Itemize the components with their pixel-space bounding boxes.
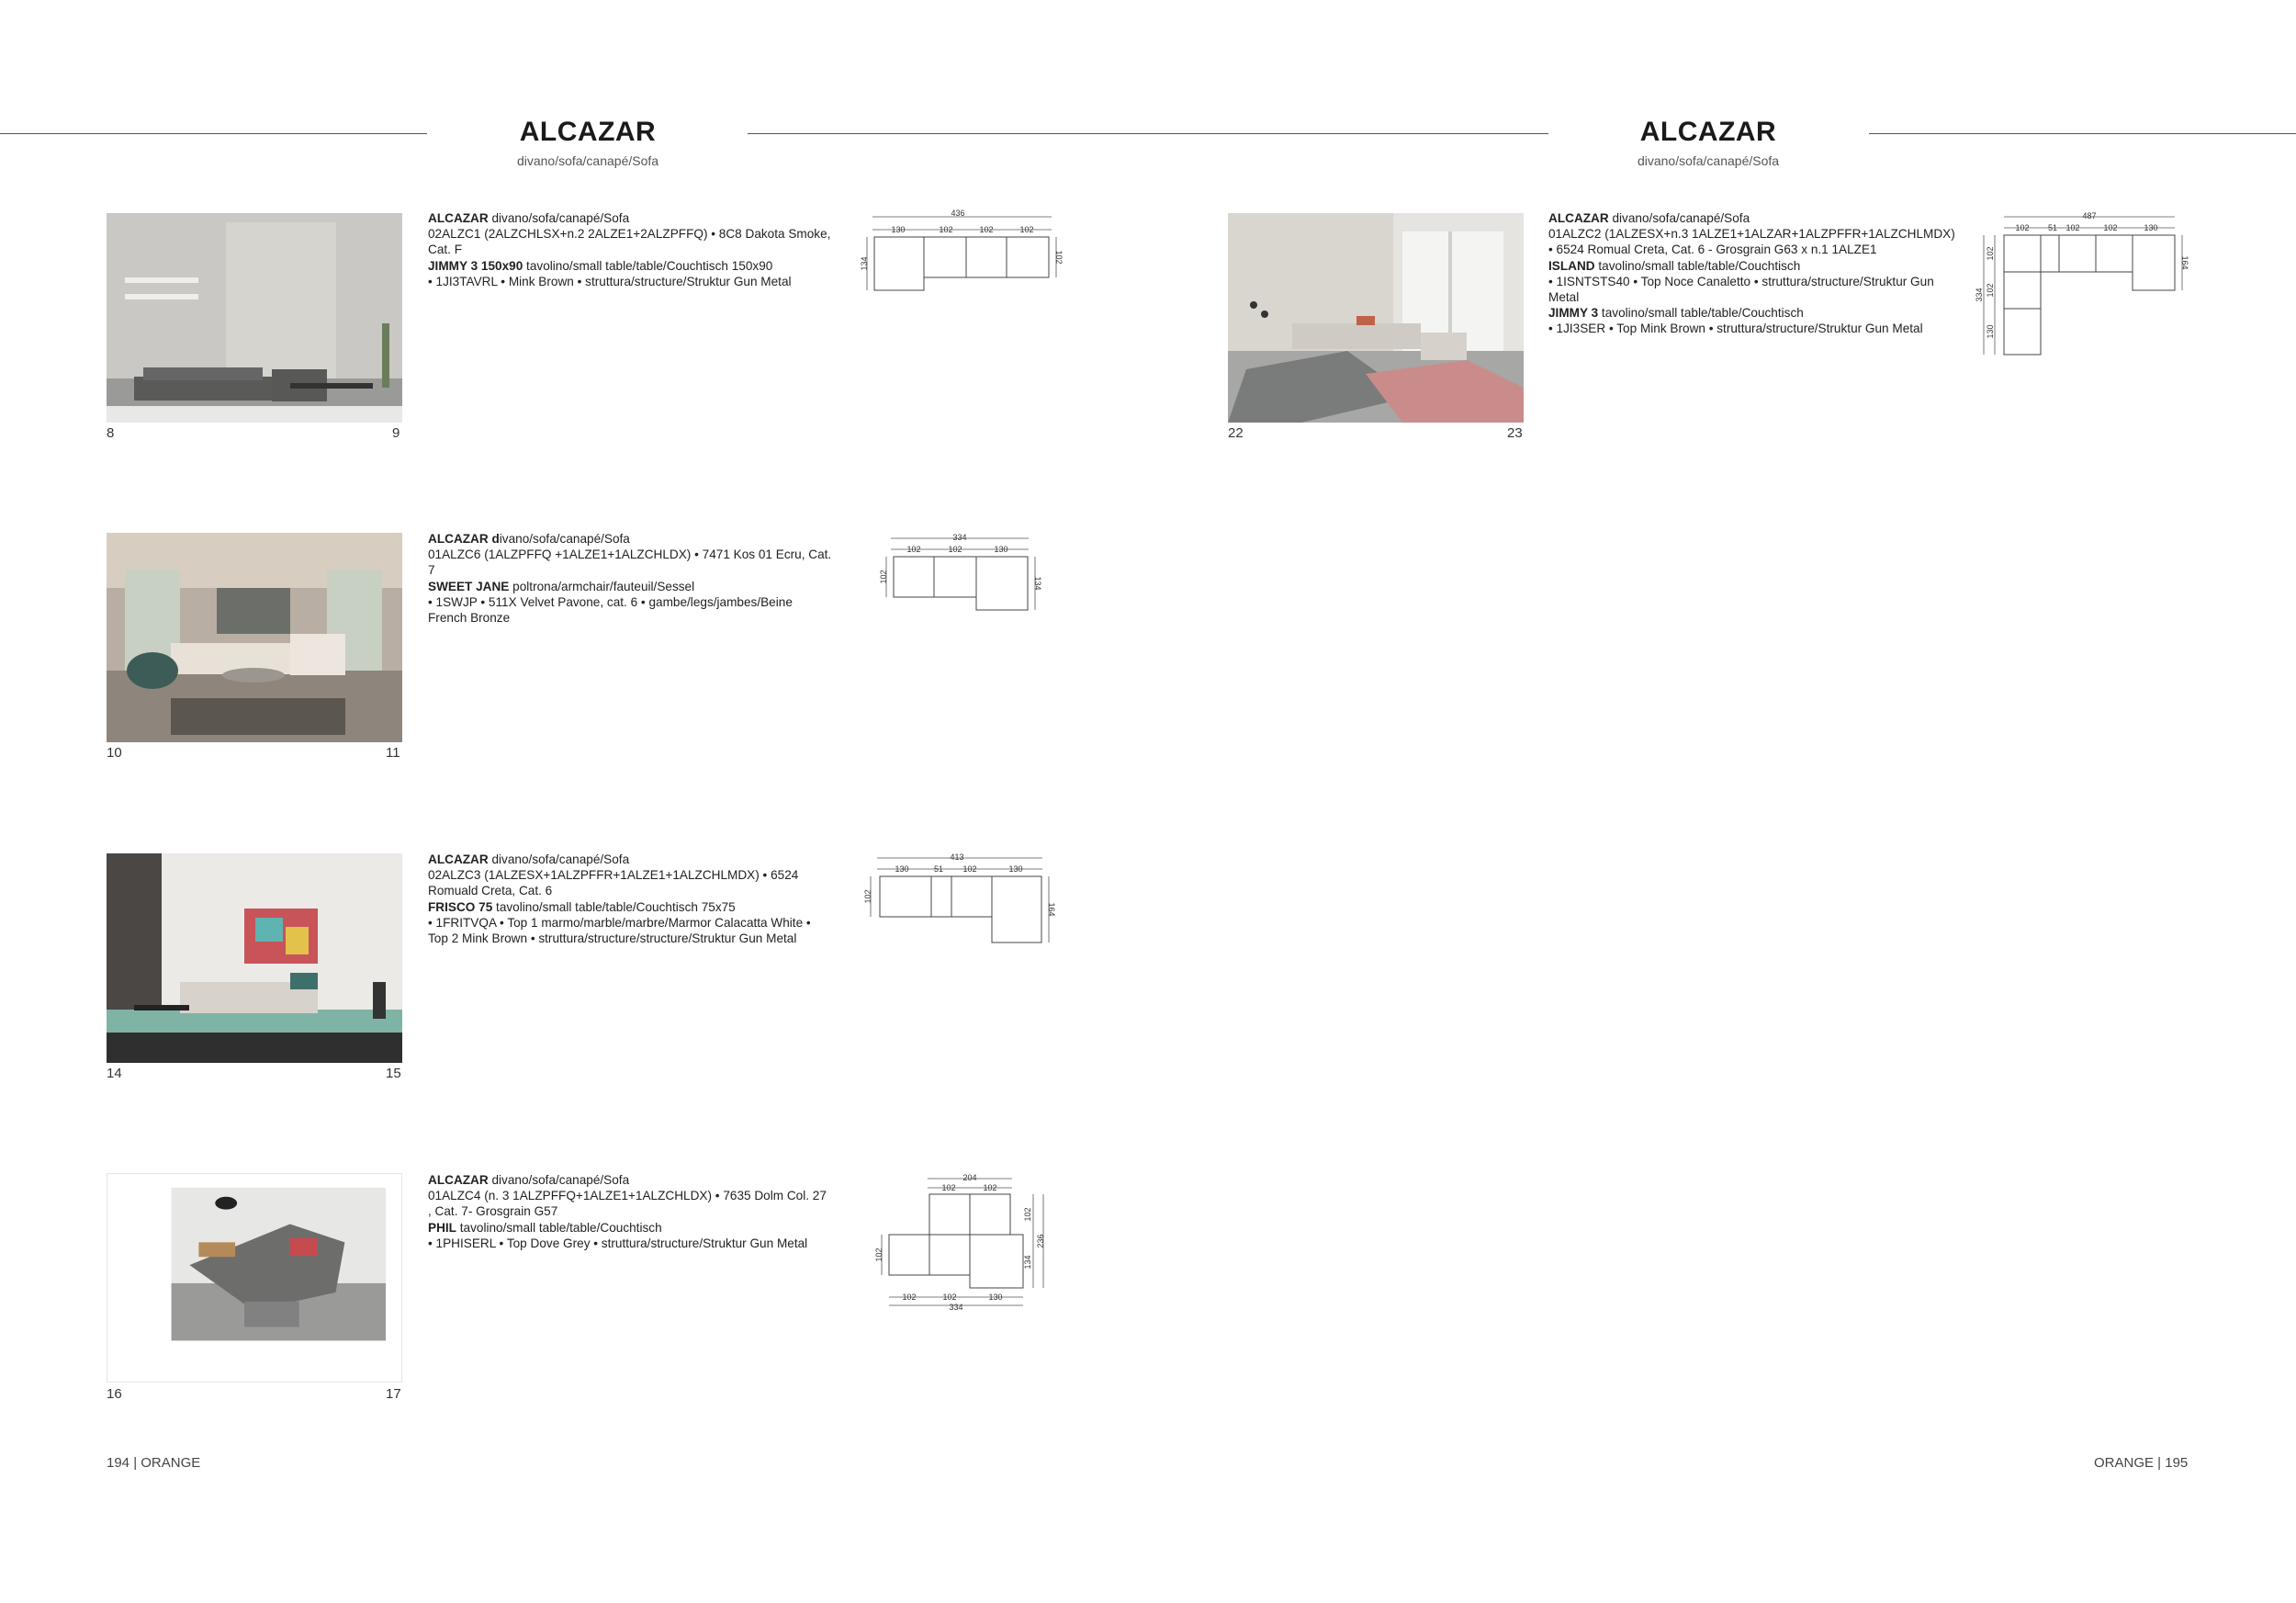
dim-seg: 102 <box>2065 223 2080 232</box>
image-number-right: 23 <box>1507 425 1523 441</box>
desc-text: divano/sofa/canapé/Sofa <box>488 1173 630 1187</box>
dim-total: 204 <box>962 1173 977 1182</box>
dim-total: 436 <box>951 209 965 218</box>
image-number-right: 11 <box>386 745 400 761</box>
title-text: ALCAZAR <box>1639 117 1777 147</box>
floor-plan-5 <box>1975 209 2195 366</box>
dim-seg: 51 <box>2047 223 2058 232</box>
desc-bold: ALCAZAR <box>428 211 489 225</box>
desc-text: divano/sofa/canapé/Sofa <box>488 211 630 225</box>
dim-seg: 102 <box>962 864 977 874</box>
floor-plan-3 <box>863 851 1065 956</box>
desc-text: 01ALZC2 (1ALZESX+n.3 1ALZE1+1ALZAR+1ALZPFFR+1ALZCHLMDX) • 6524 Romual Creta, Cat. 6 - Grosgrain G63 x n.1 1ALZE1 <box>1548 227 1955 257</box>
page-title-left <box>478 117 698 168</box>
dim-seg: 130 <box>988 1293 1003 1302</box>
desc-text: • 1FRITVQA • Top 1 marmo/marble/marbre/Marmor Calacatta White • Top 2 Mink Brown • struttura/structure/structure/Struktur Gun Metal <box>428 915 811 946</box>
desc-text: 02ALZC1 (2ALZCHLSX+n.2 2ALZE1+2ALZPFFQ) • 8C8 Dakota Smoke, Cat. F <box>428 227 831 257</box>
page-title-right <box>1598 117 1818 168</box>
dim-seg: 130 <box>891 225 906 234</box>
product-description-4 <box>428 1172 832 1251</box>
dim-total: 487 <box>2082 211 2097 220</box>
image-number-left: 22 <box>1228 425 1244 441</box>
image-number-left: 14 <box>107 1066 122 1081</box>
dim-seg: 51 <box>933 864 944 874</box>
desc-bold: JIMMY 3 150x90 <box>428 258 523 273</box>
desc-bold: ALCAZAR d <box>428 532 500 546</box>
desc-bold: ALCAZAR <box>428 852 489 866</box>
desc-text: tavolino/small table/table/Couchtisch 75x75 <box>492 899 736 914</box>
desc-bold: PHIL <box>428 1220 456 1235</box>
dim-left: 102 <box>874 1247 884 1262</box>
dim-right-total: 236 <box>1036 1234 1045 1248</box>
dim-seg: 130 <box>1008 864 1023 874</box>
dim-total: 334 <box>952 533 967 542</box>
product-description-3 <box>428 852 832 946</box>
dim-seg: 102 <box>1019 225 1034 234</box>
dim-left: 102 <box>879 570 888 584</box>
desc-text: divano/sofa/canapé/Sofa <box>488 852 630 866</box>
floor-plan-1 <box>860 209 1065 306</box>
desc-bold: SWEET JANE <box>428 579 510 593</box>
image-number-left: 16 <box>107 1386 122 1402</box>
dim-seg: 102 <box>942 1293 957 1302</box>
dim-seg: 102 <box>2103 223 2118 232</box>
dim-right-seg: 134 <box>1023 1255 1032 1270</box>
desc-text: • 1ISNTSTS40 • Top Noce Canaletto • struttura/structure/Struktur Gun Metal <box>1548 274 1934 305</box>
dim-seg: 102 <box>948 545 962 554</box>
desc-text: poltrona/armchair/fauteuil/Sessel <box>509 579 695 593</box>
dim-total: 334 <box>949 1303 963 1312</box>
image-number-right: 17 <box>386 1386 401 1402</box>
header-rule-left-b <box>748 133 1548 134</box>
desc-bold: ISLAND <box>1548 258 1595 273</box>
desc-text: 02ALZC3 (1ALZESX+1ALZPFFR+1ALZE1+1ALZCHLMDX) • 6524 Romuald Creta, Cat. 6 <box>428 868 799 898</box>
desc-text: • 1JI3TAVRL • Mink Brown • struttura/structure/Struktur Gun Metal <box>428 274 792 288</box>
dim-seg: 102 <box>902 1293 917 1302</box>
desc-text: 01ALZC6 (1ALZPFFQ +1ALZE1+1ALZCHLDX) • 7471 Kos 01 Ecru, Cat. 7 <box>428 548 832 578</box>
desc-text: tavolino/small table/table/Couchtisch <box>456 1220 662 1235</box>
dim-total: 413 <box>950 852 964 862</box>
image-number-right: 15 <box>386 1066 401 1081</box>
desc-bold: FRISCO 75 <box>428 899 493 914</box>
header-rule-left-a <box>0 133 427 134</box>
desc-bold: JIMMY 3 <box>1548 306 1599 321</box>
product-photo-1 <box>107 213 402 423</box>
product-description-5 <box>1548 210 1962 337</box>
product-description-2 <box>428 531 832 626</box>
desc-text: tavolino/small table/table/Couchtisch <box>1594 258 1801 273</box>
dim-left: 102 <box>863 889 872 904</box>
product-photo-4 <box>107 1173 402 1383</box>
dim-right: 164 <box>2180 255 2189 270</box>
dim-seg: 130 <box>895 864 909 874</box>
header-rule-right <box>1869 133 2296 134</box>
product-photo-2 <box>107 533 402 742</box>
image-number-right: 9 <box>392 425 400 441</box>
product-photo-3 <box>107 853 402 1063</box>
dim-right: 102 <box>1054 250 1064 265</box>
floor-plan-4 <box>872 1172 1056 1319</box>
dim-left-seg: 102 <box>1986 283 1995 298</box>
desc-text: tavolino/small table/table/Couchtisch <box>1598 306 1804 321</box>
dim-right: 164 <box>1047 902 1056 917</box>
product-photo-5 <box>1228 213 1524 423</box>
desc-text: • 1SWJP • 511X Velvet Pavone, cat. 6 • gambe/legs/jambes/Beine French Bronze <box>428 594 793 626</box>
desc-text: • 1JI3SER • Top Mink Brown • struttura/structure/Struktur Gun Metal <box>1548 322 1923 336</box>
product-description-1 <box>428 210 832 289</box>
dim-right: 134 <box>1033 576 1042 591</box>
dim-seg: 102 <box>2015 223 2030 232</box>
subtitle-text: divano/sofa/canapé/Sofa <box>516 153 659 168</box>
floor-plan-2 <box>877 531 1061 627</box>
dim-seg: 102 <box>939 225 953 234</box>
dim-left-total: 334 <box>1975 288 1984 302</box>
dim-seg: 102 <box>979 225 994 234</box>
page-footer-right: ORANGE | 195 <box>2094 1455 2189 1471</box>
desc-text: • 1PHISERL • Top Dove Grey • struttura/structure/Struktur Gun Metal <box>428 1236 808 1250</box>
dim-seg: 130 <box>994 545 1008 554</box>
dim-seg: 102 <box>983 1183 997 1192</box>
desc-bold: ALCAZAR <box>428 1173 489 1187</box>
dim-left-seg: 130 <box>1986 324 1995 339</box>
dim-right-seg: 102 <box>1023 1207 1032 1222</box>
dim-left: 134 <box>860 256 869 271</box>
subtitle-text: divano/sofa/canapé/Sofa <box>1637 153 1780 168</box>
dim-left-seg: 102 <box>1986 246 1995 261</box>
desc-text: 01ALZC4 (n. 3 1ALZPFFQ+1ALZE1+1ALZCHLDX) • 7635 Dolm Col. 27 , Cat. 7- Grosgrain G57 <box>428 1189 827 1219</box>
page-footer-left: 194 | ORANGE <box>107 1455 201 1471</box>
image-number-left: 10 <box>107 745 122 761</box>
dim-seg: 130 <box>2144 223 2158 232</box>
desc-bold: ALCAZAR <box>1548 211 1609 225</box>
dim-seg: 102 <box>941 1183 956 1192</box>
image-number-left: 8 <box>107 425 115 441</box>
title-text: ALCAZAR <box>519 117 657 147</box>
desc-text: divano/sofa/canapé/Sofa <box>1608 211 1750 225</box>
desc-text: ivano/sofa/canapé/Sofa <box>499 532 630 546</box>
desc-text: tavolino/small table/table/Couchtisch 150x90 <box>523 258 773 273</box>
dim-seg: 102 <box>906 545 921 554</box>
